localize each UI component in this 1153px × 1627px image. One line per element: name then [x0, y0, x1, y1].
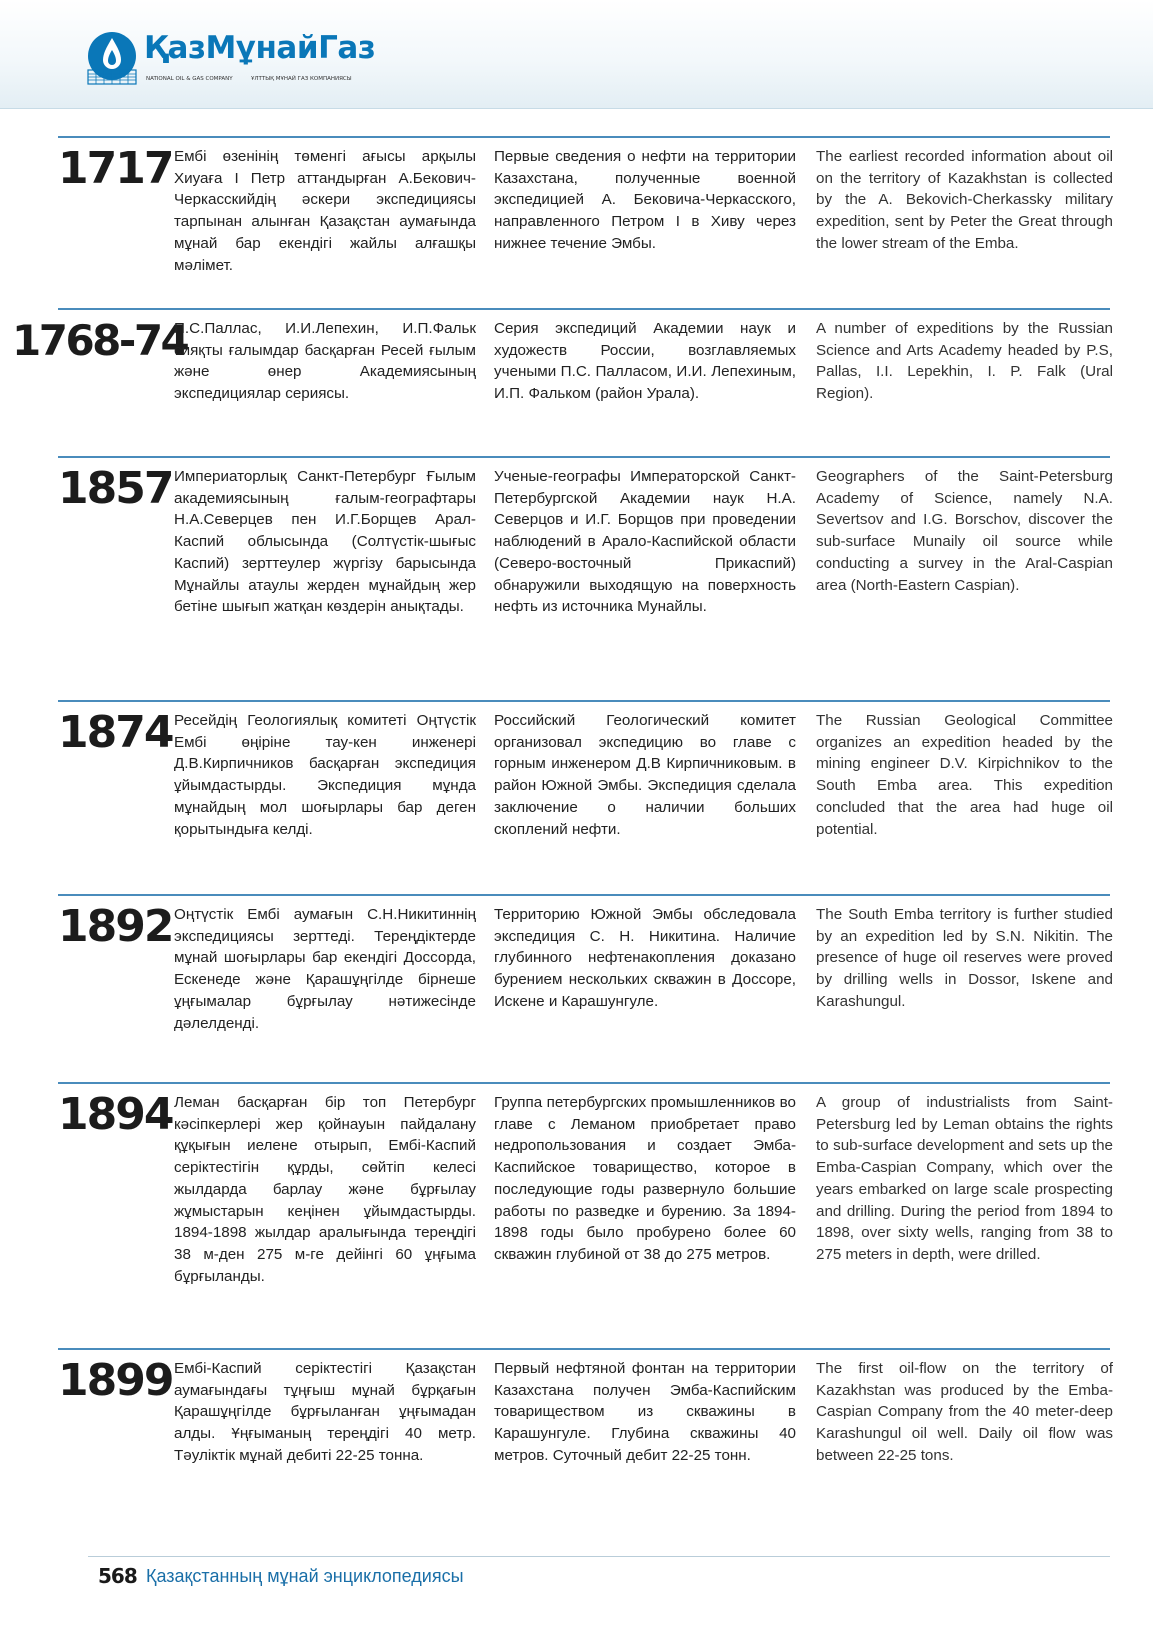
entry-text-ru: Первые сведения о нефти на территории Казахстана, полученные военной экспедицией А. Бековича-Черкасского, направленного Петром I в Хиву через нижнее течение Эмбы. [494, 148, 796, 252]
logo-name: ҚазМұнайГаз [144, 30, 376, 66]
entry-divider [58, 1348, 1110, 1350]
entry-year: 1892 [58, 901, 173, 952]
page-number: 568 [98, 1564, 137, 1588]
entry-year: 1717 [58, 143, 173, 194]
entry-text-en: A number of expeditions by the Russian Science and Arts Academy headed by P.S, Pallas, I.I. Lepekhin, I. P. Falk (Ural Region). [816, 320, 1113, 403]
kmg-logo [84, 26, 404, 90]
entry-divider [58, 700, 1110, 702]
logo-subtitle-kz: ҰЛТТЫҚ МҰНАЙ ГАЗ КОМПАНИЯСЫ [251, 76, 352, 82]
logo-subtitle-en: NATIONAL OIL & GAS COMPANY [146, 76, 233, 82]
page-footer [0, 1556, 1153, 1627]
entry-year: 1874 [58, 707, 173, 758]
entry-text-kz: Ембі өзенінің төменгі ағысы арқылы Хиуаға І Петр аттандырған А.Бекович-Черкасскийдің әскери экспедициясы тарпынан алынған Қазақстан аумағында мұнай бар екендігі жайлы алғашқы мәлімет. [174, 148, 476, 274]
entry-text-ru: Группа петербургских промышленников во главе с Леманом приобретает право недропользования и создает Эмба-Каспийское товарищество, которое в последующие годы развернуло большие работы по разведке и бурению. За 1894-1898 годы было пробурено более 60 скважин глубиной от 38 до 275 метров. [494, 1094, 796, 1263]
entry-text-ru: Российский Геологический комитет организовал экспедицию во главе с горным инженером Д.В Кирпичниковым. в район Южной Эмбы. Экспедиция сделала заключение о наличии больших скоплений нефти. [494, 712, 796, 838]
entry-text-ru: Ученые-географы Императорской Санкт-Петербургской Академии наук Н.А. Северцов и И.Г. Борщов при проведении наблюдений в Арало-Каспийской области (Северо-восточный Прикаспий) обнаружили выходящую на поверхность нефть из источника Мунайлы. [494, 468, 796, 616]
page-header [0, 0, 1153, 109]
entry-text-kz: Леман басқарған бір топ Петербург кәсіпкерлері жер қойнауын пайдалану құқығын иеленe отырып, Ембі-Каспий серіктестігін құрды, сөйтіп келесі жылдарда барлау және бұрғылау жұмыстарын кеңінен ұйымдастырды. 1894-1898 жылдар аралығында тереңдігі 38 м-ден 275 м-ге дейінгі 60 ұңғыма бұрғыланды. [174, 1094, 476, 1285]
entry-text-kz: П.С.Паллас, И.И.Лепехин, И.П.Фальк сияқты ғалымдар басқарған Ресей ғылым және өнер Академиясының экспедициялар сериясы. [174, 320, 476, 403]
entry-divider [58, 456, 1110, 458]
entry-text-en: The Russian Geological Committee organizes an expedition headed by the mining engineer D.V. Kirpichnikov to the South Emba area. This expedition concluded that the area had huge oil potential. [816, 712, 1113, 838]
entry-text-en: Geographers of the Saint-Petersburg Academy of Science, namely N.A. Severtsov and I.G. Borschov, discover the sub-surface Munaily oil source while conducting a survey in the Aral-Caspian area (North-Eastern Caspian). [816, 468, 1113, 594]
entry-text-en: The earliest recorded information about oil on the territory of Kazakhstan is collected by the A. Bekovich-Cherkassky military expedition, sent by Peter the Great through the lower stream of the Emba. [816, 148, 1113, 252]
entry-text-ru: Первый нефтяной фонтан на территории Казахстана получен Эмба-Каспийским товариществом из скважины в Карашунгуле. Глубина скважины 40 метров. Суточный дебит 22-25 тонн. [494, 1360, 796, 1464]
entry-text-ru: Территорию Южной Эмбы обследовала экспедиция С. Н. Никитина. Наличие глубинного нефтенакопления доказано бурением нескольких скважин в Доссоре, Искене и Карашунгуле. [494, 906, 796, 1010]
entry-divider [58, 308, 1110, 310]
entry-text-ru: Серия экспедиций Академии наук и художеств России, возглавляемых учеными П.С. Палласом, И.И. Лепехиным, И.П. Фальком (район Урала). [494, 320, 796, 403]
footer-divider [88, 1556, 1110, 1557]
entry-divider [58, 1082, 1110, 1084]
entry-text-kz: Оңтүстік Ембі аумағын С.Н.Никитиннің экспедициясы зерттеді. Тереңдіктерде мұнай шоғырлары бар екендігі Доссорда, Ескенеде және Қарашұңгілде бірнеше ұңғымалар бұрғылау нәтижесінде дәлелденді. [174, 906, 476, 1032]
entry-year: 1768-74 [12, 316, 188, 365]
entry-year: 1894 [58, 1089, 173, 1140]
entry-text-en: A group of industrialists from Saint-Petersburg led by Leman obtains the rights to sub-surface development and sets up the Emba-Caspian Company, which over the years embarked on large scale prospecting and drilling. During the period from 1894 to 1898, over sixty wells, ranging from 38 to 275 meters in depth, were drilled. [816, 1094, 1113, 1263]
entry-year: 1899 [58, 1355, 173, 1406]
entry-divider [58, 136, 1110, 138]
entry-year: 1857 [58, 463, 173, 514]
entry-divider [58, 894, 1110, 896]
entry-text-en: The South Emba territory is further studied by an expedition led by S.N. Nikitin. The presence of huge oil reserves were proved by drilling wells in Dossor, Iskene and Karashungul. [816, 906, 1113, 1010]
entry-text-en: The first oil-flow on the territory of Kazakhstan was produced by the Emba-Caspian Company from the 40 meter-deep Karashungul oil well. Daily oil flow was between 22-25 tons. [816, 1360, 1113, 1464]
entry-text-kz: Ембі-Каспий серіктестігі Қазақстан аумағындағы тұңғыш мұнай бұрқағын Қарашұңгілде бұрғыланған ұңғымадан алды. Ұңғыманың тереңдігі 40 метр. Тәуліктік мұнай дебиті 22-25 тонна. [174, 1360, 476, 1464]
drop-logo-icon [84, 26, 144, 88]
entry-text-kz: Ресейдің Геологиялық комитеті Оңтүстік Ембі өңіріне тау-кен инженері Д.В.Кирпичников басқарған экспедиция ұйымдастырды. Экспедиция мұнда мұнайдың мол шоғырлары бар деген қорытындыға келді. [174, 712, 476, 838]
entry-text-kz: Империаторлық Санкт-Петербург Ғылым академиясының ғалым-географтары Н.А.Северцев пен И.Г.Борщев Арал-Каспий облысында (Солтүстік-шығыс Каспий) зерттеулер жүргізу барысында Мұнайлы атаулы жерден мұнайдың жер бетіне шығып жатқан көздерін анықтады. [174, 468, 476, 616]
book-title: Қазақстанның мұнай энциклопедиясы [146, 1566, 464, 1586]
